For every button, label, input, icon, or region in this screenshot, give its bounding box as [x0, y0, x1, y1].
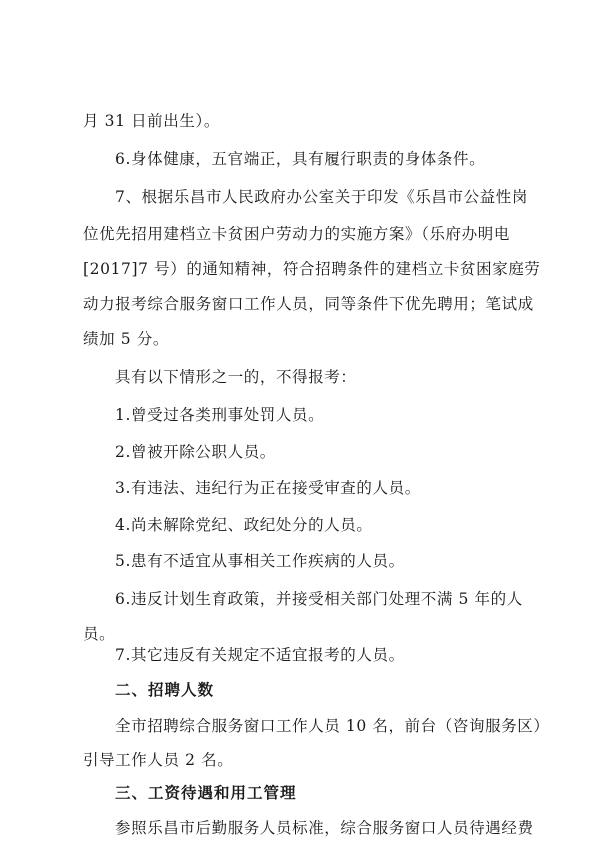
text-line-exclusion-2: 2.曾被开除公职人员。: [115, 443, 276, 461]
text-line-salary-reference: 参照乐昌市后勤服务人员标准，综合服务窗口人员待遇经费: [115, 819, 534, 837]
text-line-condition-7-cont-1: 位优先招用建档立卡贫困户劳动力的实施方案》（乐府办明电: [83, 225, 510, 243]
text-line-condition-6: 6.身体健康，五官端正，具有履行职责的身体条件。: [115, 150, 486, 168]
text-line-exclusion-4: 4.尚未解除党纪、政纪处分的人员。: [115, 516, 373, 534]
text-line-exclusion-6-cont: 员。: [83, 625, 116, 643]
text-line-condition-7-cont-4: 绩加 5 分。: [83, 330, 169, 348]
section-heading-salary-management: 三、工资待遇和用工管理: [115, 784, 297, 802]
text-line-recruitment-count-cont: 引导工作人员 2 名。: [83, 751, 234, 769]
text-line-exclusion-3: 3.有违法、违纪行为正在接受审查的人员。: [115, 479, 421, 497]
text-line-condition-7: 7、根据乐昌市人民政府办公室关于印发《乐昌市公益性岗: [115, 188, 528, 206]
text-line-exclusion-7: 7.其它违反有关规定不适宜报考的人员。: [115, 646, 405, 664]
text-line-exclusion-6: 6.违反计划生育政策，并接受相关部门处理不满 5 年的人: [115, 590, 523, 608]
text-line-condition-7-cont-2: [2017]7 号）的通知精神，符合招聘条件的建档立卡贫困家庭劳: [83, 260, 541, 278]
text-line-exclusion-5: 5.患有不适宜从事相关工作疾病的人员。: [115, 552, 405, 570]
text-line-birth-date-end: 月 31 日前出生）。: [83, 112, 220, 130]
text-line-exclusion-1: 1.曾受过各类刑事处罚人员。: [115, 406, 325, 424]
section-heading-recruitment-count: 二、招聘人数: [115, 681, 215, 699]
text-line-exclusion-intro: 具有以下情形之一的，不得报考：: [115, 368, 357, 386]
text-line-condition-7-cont-3: 动力报考综合服务窗口工作人员，同等条件下优先聘用；笔试成: [83, 295, 534, 313]
text-line-recruitment-count: 全市招聘综合服务窗口工作人员 10 名，前台（咨询服务区）: [115, 717, 550, 735]
